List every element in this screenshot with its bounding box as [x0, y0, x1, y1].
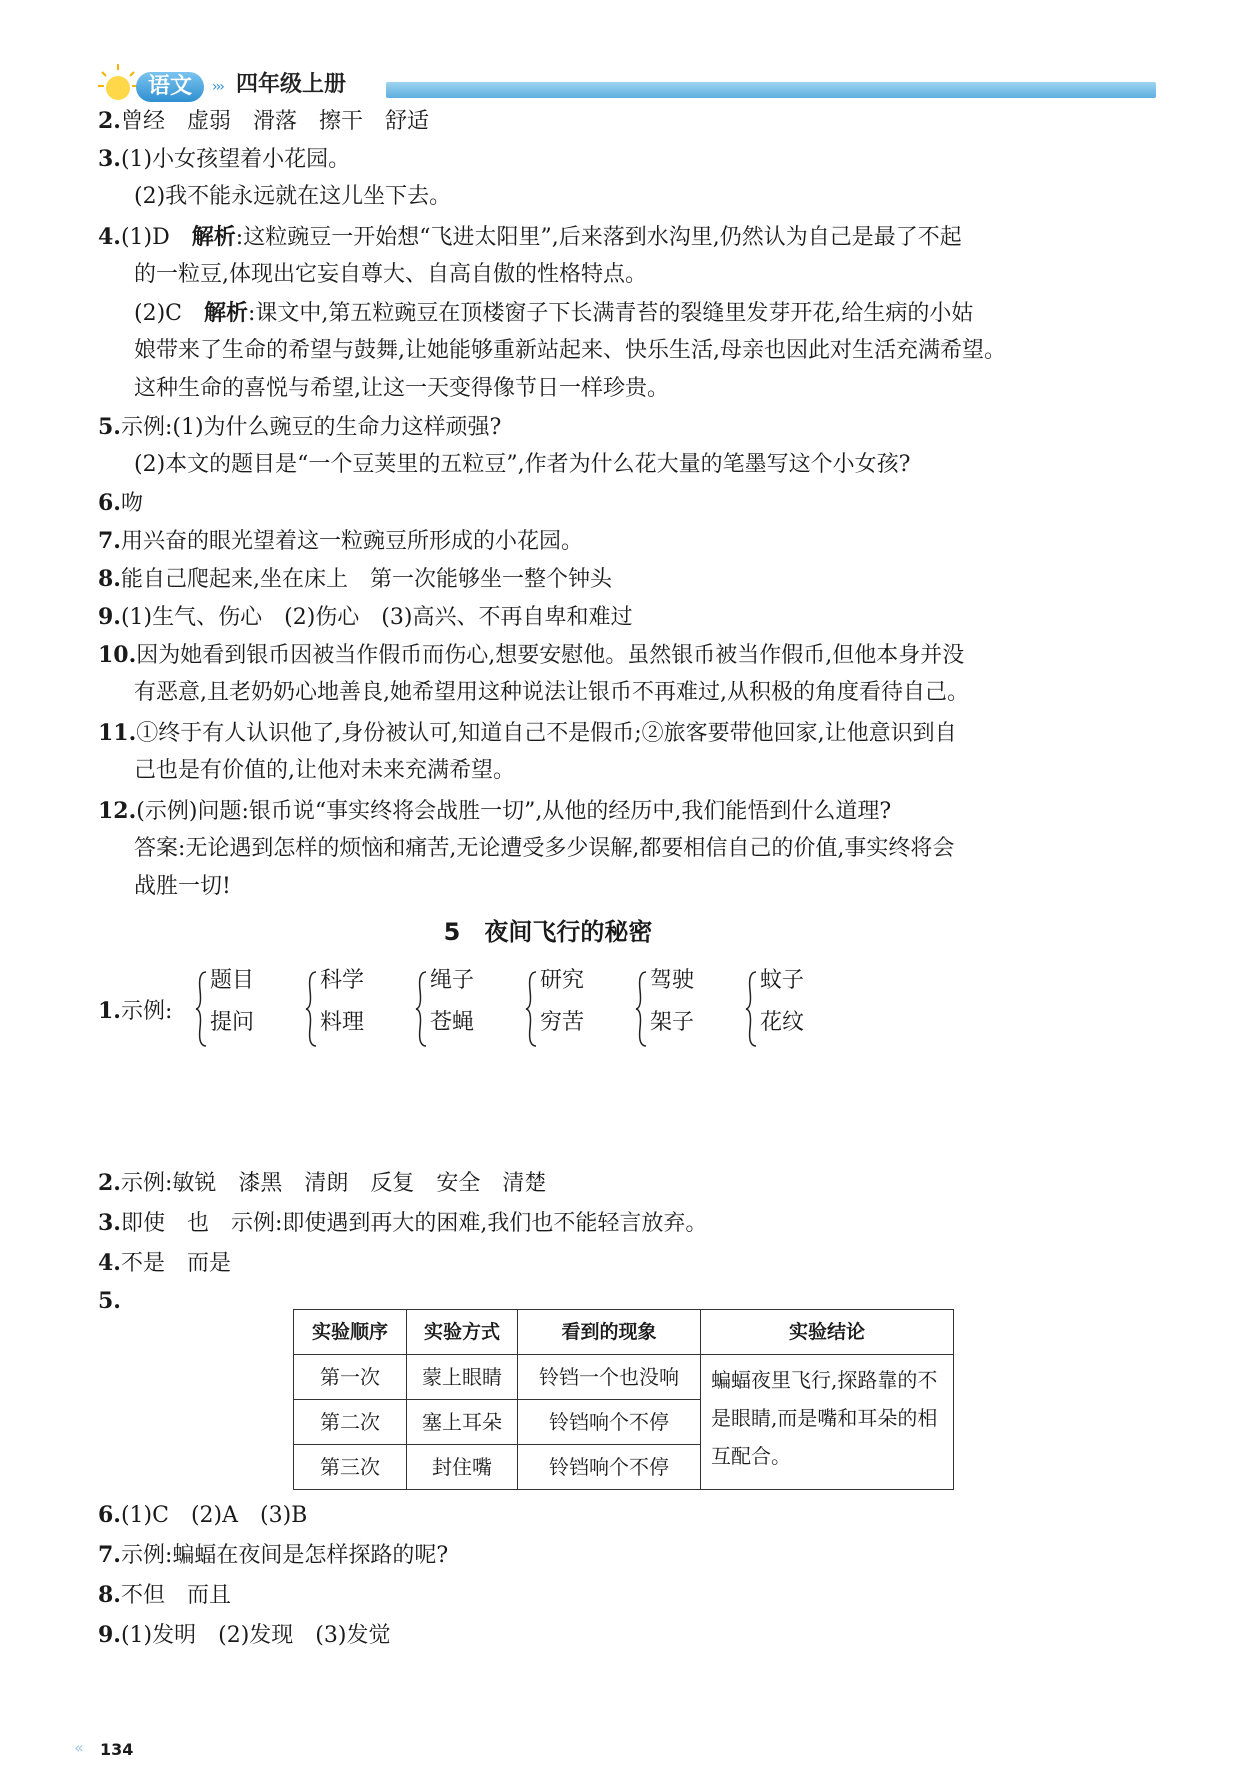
answer-line: 9.(1)发明 (2)发现 (3)发觉: [98, 1622, 391, 1648]
grade-label: 四年级上册: [236, 72, 347, 97]
brace-icon: [744, 970, 758, 1048]
section-title: 5 夜间飞行的秘密: [443, 918, 653, 946]
synonym-pairs: 1.示例: 题目 提问 科学 料理 绳子 苍蝇 研究 穷苦 驾驶 架子 蚊子 花纹: [98, 966, 1158, 1066]
table-cell: 封住嘴: [407, 1445, 518, 1490]
table-header: 看到的现象: [518, 1310, 701, 1355]
table-header: 实验顺序: [294, 1310, 407, 1355]
table-cell: 蒙上眼睛: [407, 1355, 518, 1400]
brace-icon: [414, 970, 428, 1048]
answer-line: 5.示例:(1)为什么豌豆的生命力这样顽强?: [98, 414, 502, 440]
table-cell: 塞上耳朵: [407, 1400, 518, 1445]
answer-line: 4.(1)D 解析:这粒豌豆一开始想“飞进太阳里”,后来落到水沟里,仍然认为自己是最了不起: [98, 224, 962, 250]
answer-line: 9.(1)生气、伤心 (2)伤心 (3)高兴、不再自卑和难过: [98, 604, 633, 630]
answer-line: 12.(示例)问题:银币说“事实终将会战胜一切”,从他的经历中,我们能悟到什么道理?: [98, 798, 892, 824]
page-header: [96, 62, 1156, 102]
answer-line: 2.示例:敏锐 漆黑 清朗 反复 安全 清楚: [98, 1170, 547, 1196]
answer-line: 8.能自己爬起来,坐在床上 第一次能够坐一整个钟头: [98, 566, 612, 592]
answer-line: 2.曾经 虚弱 滑落 擦干 舒适: [98, 108, 429, 134]
table-cell: 第三次: [294, 1445, 407, 1490]
answer-line: 6.(1)C (2)A (3)B: [98, 1502, 308, 1528]
sun-icon: [96, 62, 140, 106]
table-header: 实验结论: [701, 1310, 954, 1355]
answer-line: 有恶意,且老奶奶心地善良,她希望用这种说法让银币不再难过,从积极的角度看待自己。: [134, 680, 969, 705]
answer-line: 8.不但 而且: [98, 1582, 231, 1608]
answer-line: (2)本文的题目是“一个豆荚里的五粒豆”,作者为什么花大量的笔墨写这个小女孩?: [134, 452, 911, 477]
answer-line: (2)C 解析:课文中,第五粒豌豆在顶楼窗子下长满青苔的裂缝里发芽开花,给生病的小姑: [134, 300, 974, 326]
header-arrows: ›››: [212, 79, 223, 95]
answer-line: 10.因为她看到银币因被当作假币而伤心,想要安慰他。虽然银币被当作假币,但他本身并没: [98, 642, 965, 668]
answer-line: 5.: [98, 1288, 121, 1314]
header-bar: [386, 82, 1156, 98]
brace-icon: [634, 970, 648, 1048]
answer-line: 这种生命的喜悦与希望,让这一天变得像节日一样珍贵。: [134, 376, 669, 401]
page-number: 134: [100, 1740, 134, 1759]
table-conclusion: 蝙蝠夜里飞行,探路靠的不是眼睛,而是嘴和耳朵的相互配合。: [701, 1355, 954, 1490]
table-cell: 铃铛一个也没响: [518, 1355, 701, 1400]
answer-line: 战胜一切!: [134, 874, 231, 899]
answer-line: 3.即使 也 示例:即使遇到再大的困难,我们也不能轻言放弃。: [98, 1210, 708, 1236]
brace-icon: [524, 970, 538, 1048]
answer-line: 6.吻: [98, 490, 143, 516]
table-header: 实验方式: [407, 1310, 518, 1355]
answer-line: 娘带来了生命的希望与鼓舞,让她能够重新站起来、快乐生活,母亲也因此对生活充满希望。: [134, 338, 1006, 363]
answer-line: 3.(1)小女孩望着小花园。: [98, 146, 351, 172]
brace-icon: [304, 970, 318, 1048]
brace-icon: [194, 970, 208, 1048]
table-cell: 铃铛响个不停: [518, 1445, 701, 1490]
answer-line: 己也是有价值的,让他对未来充满希望。: [134, 758, 515, 783]
q1-label: 1.示例:: [98, 998, 173, 1024]
footer-arrows: ‹‹: [74, 1738, 81, 1757]
table-row: [294, 1355, 954, 1400]
answer-line: 7.用兴奋的眼光望着这一粒豌豆所形成的小花园。: [98, 528, 583, 554]
answer-line: 11.①终于有人认识他了,身份被认可,知道自己不是假币;②旅客要带他回家,让他意识到自: [98, 720, 957, 746]
answer-line: 答案:无论遇到怎样的烦恼和痛苦,无论遭受多少误解,都要相信自己的价值,事实终将会: [134, 836, 955, 861]
table-cell: 第二次: [294, 1400, 407, 1445]
answer-line: (2)我不能永远就在这儿坐下去。: [134, 184, 452, 209]
subject-badge: 语文: [136, 72, 204, 102]
answer-line: 4.不是 而是: [98, 1250, 231, 1276]
table-cell: 第一次: [294, 1355, 407, 1400]
experiment-table: [293, 1309, 954, 1490]
table-header-row: [294, 1310, 954, 1355]
answer-line: 的一粒豆,体现出它妄自尊大、自高自傲的性格特点。: [134, 262, 647, 287]
table-cell: 铃铛响个不停: [518, 1400, 701, 1445]
answer-line: 7.示例:蝙蝠在夜间是怎样探路的呢?: [98, 1542, 449, 1568]
